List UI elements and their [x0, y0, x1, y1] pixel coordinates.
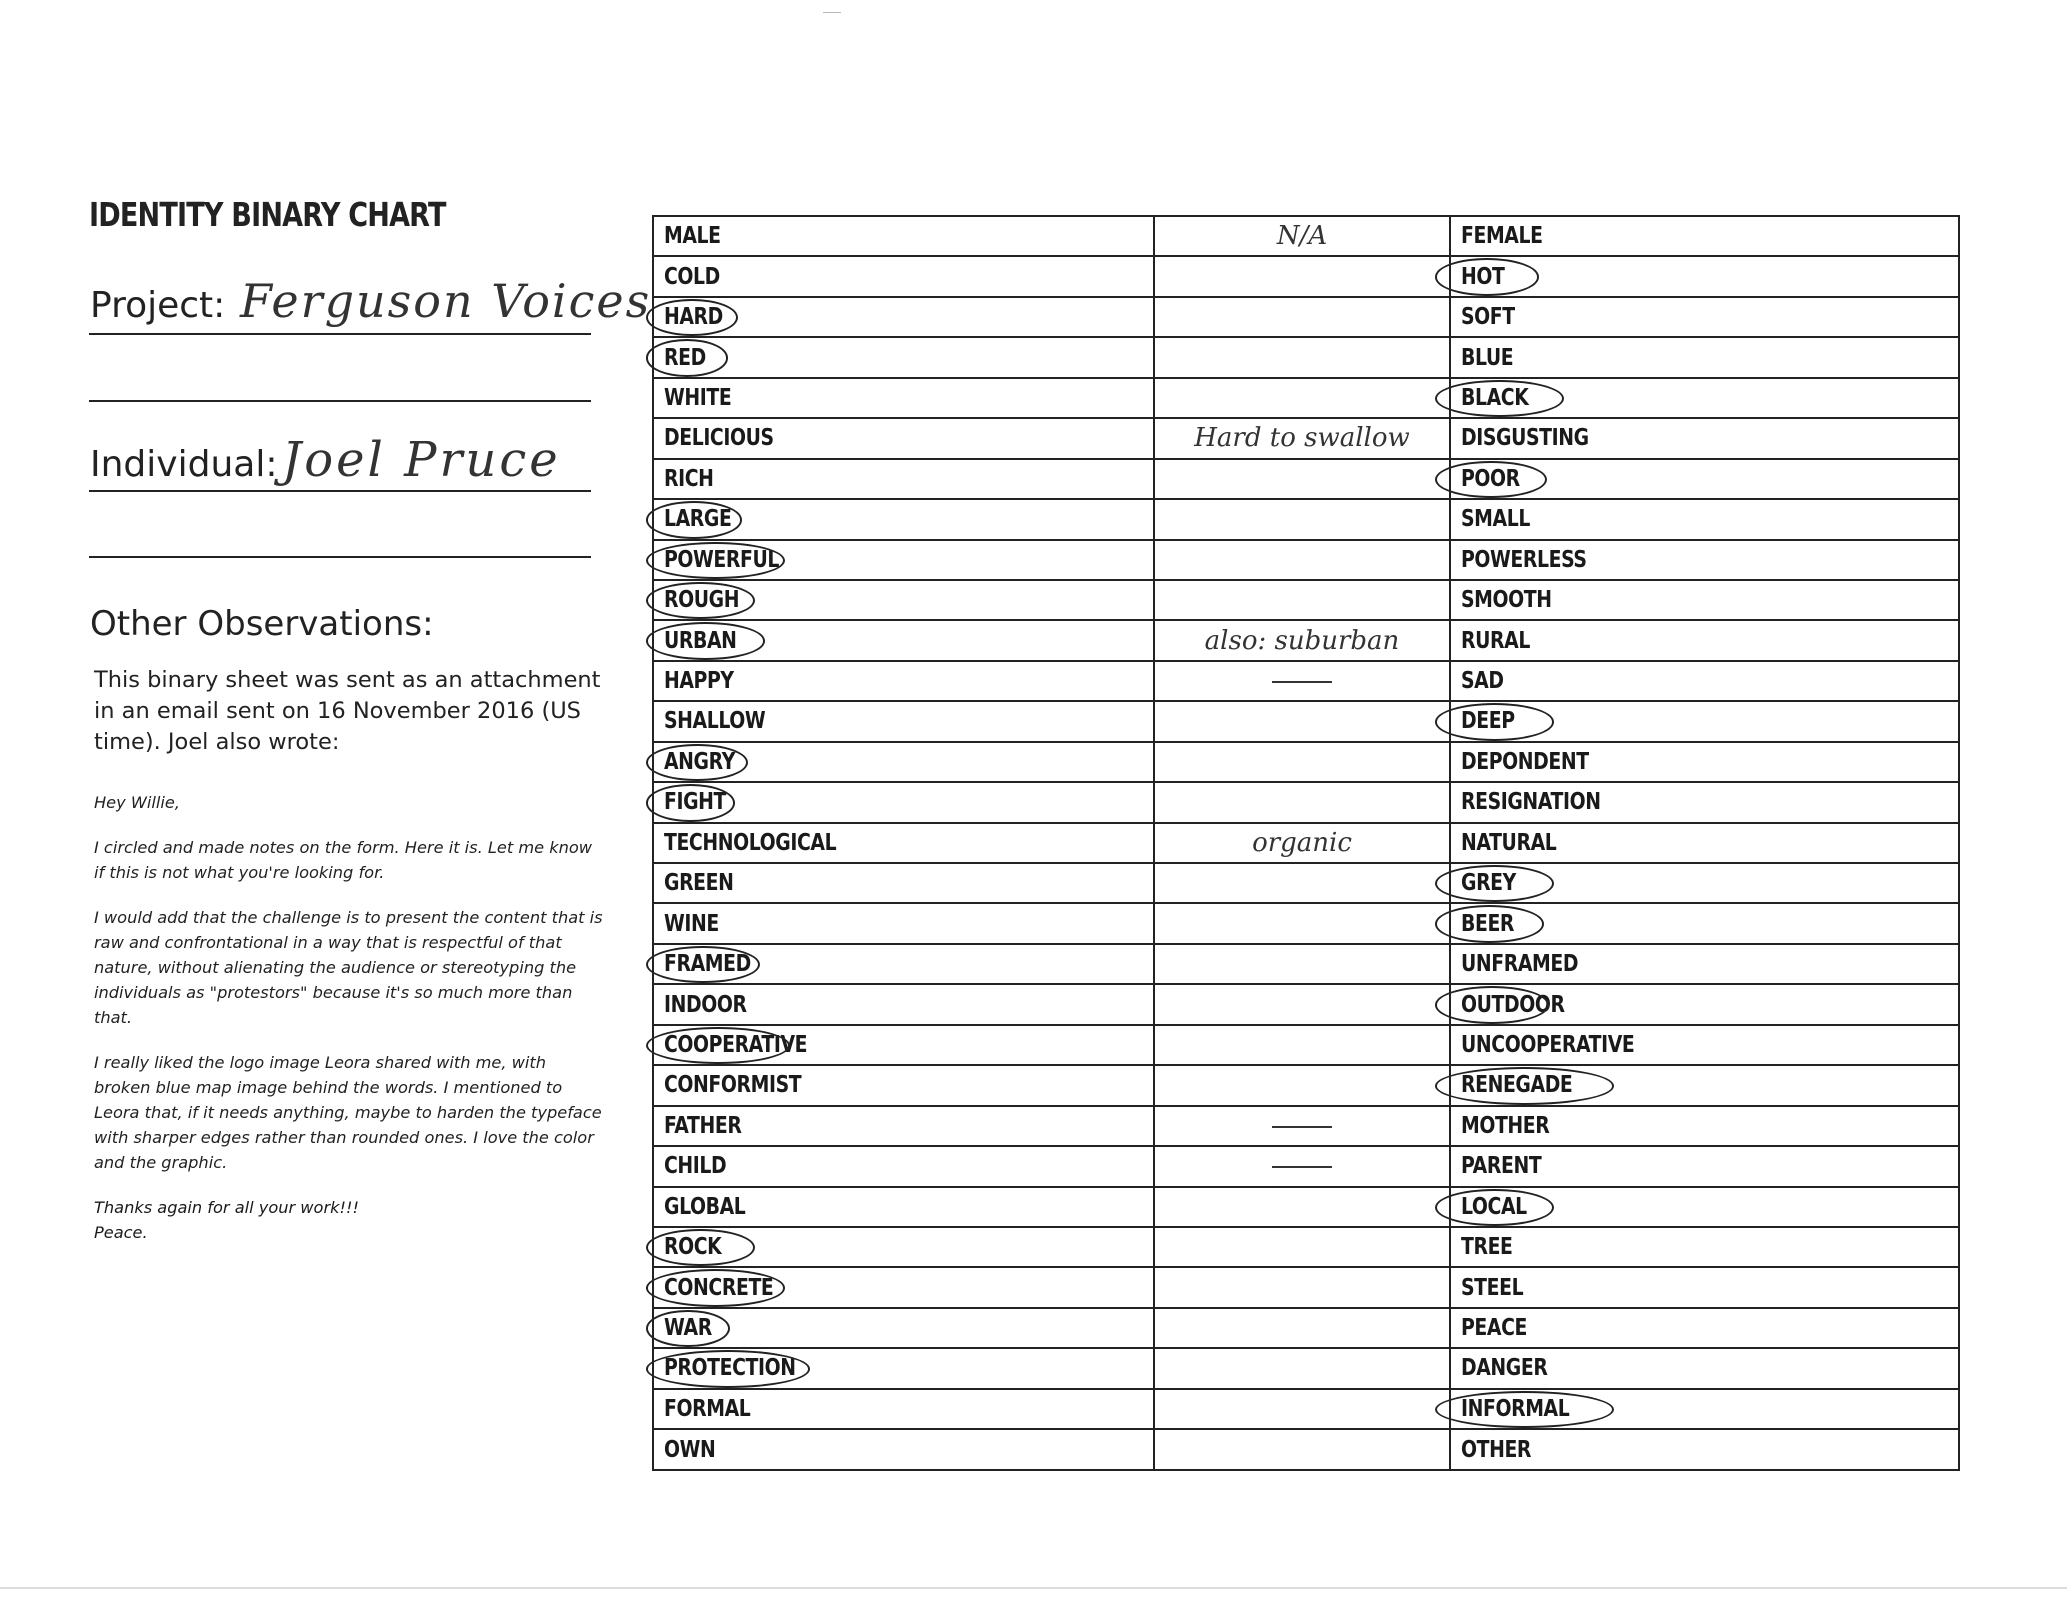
left-term	[653, 1389, 1154, 1429]
individual-line-2	[89, 556, 591, 558]
left-term	[653, 378, 1154, 418]
binary-row	[653, 984, 1959, 1024]
observations-heading: Other Observations:	[90, 604, 434, 644]
note-cell	[1154, 1267, 1450, 1307]
binary-row	[653, 540, 1959, 580]
left-term	[653, 984, 1154, 1024]
right-term-text: TREE	[1461, 1234, 1513, 1261]
note-cell	[1154, 337, 1450, 377]
right-term	[1450, 1429, 1959, 1470]
right-term	[1450, 1227, 1959, 1267]
binary-row	[653, 216, 1959, 256]
left-term-text: HARD	[664, 304, 723, 331]
right-term	[1450, 782, 1959, 822]
left-term-text: INDOOR	[664, 991, 747, 1018]
binary-row	[653, 378, 1959, 418]
left-term-text: ROUGH	[664, 587, 740, 614]
note-cell	[1154, 580, 1450, 620]
left-term	[653, 1429, 1154, 1470]
right-term-text: HOT	[1461, 263, 1505, 290]
hand-dash-mark	[1272, 1166, 1332, 1168]
note-cell	[1154, 418, 1450, 458]
page-edge	[0, 1587, 2067, 1589]
note-cell	[1154, 459, 1450, 499]
binary-row	[653, 1267, 1959, 1307]
left-term-text: URBAN	[664, 627, 737, 654]
note-cell	[1154, 1146, 1450, 1186]
note-cell	[1154, 903, 1450, 943]
right-term-text: INFORMAL	[1461, 1395, 1570, 1422]
email-greeting: Hey Willie,	[94, 793, 180, 812]
right-term-text: OUTDOOR	[1461, 991, 1565, 1018]
binary-row	[653, 1106, 1959, 1146]
binary-row	[653, 782, 1959, 822]
right-term	[1450, 1065, 1959, 1105]
right-term-text: PARENT	[1461, 1153, 1542, 1180]
note-cell	[1154, 256, 1450, 296]
right-term-text: RENEGADE	[1461, 1072, 1573, 1099]
right-term	[1450, 863, 1959, 903]
left-term-text: GREEN	[664, 870, 734, 897]
hand-dash-mark	[1272, 681, 1332, 683]
individual-line	[89, 490, 591, 492]
left-term-text: LARGE	[664, 506, 732, 533]
email-closing: Thanks again for all your work!!!	[94, 1198, 359, 1217]
note-cell	[1154, 1389, 1450, 1429]
left-term-text: FIGHT	[664, 789, 726, 816]
note-cell	[1154, 1429, 1450, 1470]
right-term-text: STEEL	[1461, 1274, 1524, 1301]
left-term	[653, 823, 1154, 863]
right-term-text: BLACK	[1461, 384, 1529, 411]
binary-row	[653, 1065, 1959, 1105]
binary-row	[653, 1308, 1959, 1348]
right-term	[1450, 1106, 1959, 1146]
note-cell	[1154, 661, 1450, 701]
right-term-text: OTHER	[1461, 1436, 1532, 1463]
left-term-text: CONFORMIST	[664, 1072, 802, 1099]
left-term-text: WHITE	[664, 384, 732, 411]
binary-row	[653, 459, 1959, 499]
note-cell	[1154, 378, 1450, 418]
project-label: Project:	[90, 285, 226, 326]
left-term-text: CHILD	[664, 1153, 727, 1180]
binary-row	[653, 1025, 1959, 1065]
right-term	[1450, 1146, 1959, 1186]
left-term-text: RED	[664, 344, 706, 371]
binary-row	[653, 742, 1959, 782]
left-term-text: HAPPY	[664, 668, 734, 695]
project-handwriting: Ferguson Voices	[240, 274, 652, 328]
left-term-text: FORMAL	[664, 1395, 751, 1422]
individual-handwriting: Joel Pruce	[282, 432, 561, 488]
left-term-text: RICH	[664, 465, 714, 492]
note-cell	[1154, 984, 1450, 1024]
left-term-text: WINE	[664, 910, 719, 937]
left-term	[653, 256, 1154, 296]
left-term	[653, 540, 1154, 580]
right-term	[1450, 580, 1959, 620]
right-term	[1450, 540, 1959, 580]
binary-row	[653, 620, 1959, 660]
left-term-text: COOPERATIVE	[664, 1031, 808, 1058]
note-cell	[1154, 863, 1450, 903]
note-cell	[1154, 1187, 1450, 1227]
right-term	[1450, 499, 1959, 539]
left-term	[653, 1065, 1154, 1105]
right-term-text: FEMALE	[1461, 223, 1543, 250]
right-term-text: SAD	[1461, 668, 1504, 695]
right-term	[1450, 823, 1959, 863]
individual-label: Individual:	[90, 444, 278, 485]
note-cell	[1154, 823, 1450, 863]
right-term-text: GREY	[1461, 870, 1516, 897]
binary-row	[653, 1227, 1959, 1267]
note-cell	[1154, 540, 1450, 580]
left-term	[653, 1025, 1154, 1065]
left-term	[653, 1227, 1154, 1267]
right-term	[1450, 661, 1959, 701]
left-term	[653, 337, 1154, 377]
note-cell	[1154, 782, 1450, 822]
email-paragraph: I circled and made notes on the form. Here it is. Let me know if this is not what you're looking for.	[94, 838, 593, 882]
note-cell	[1154, 620, 1450, 660]
left-term	[653, 1267, 1154, 1307]
project-line	[89, 333, 591, 335]
right-term-text: MOTHER	[1461, 1112, 1550, 1139]
left-term	[653, 944, 1154, 984]
email-paragraph: I really liked the logo image Leora shared with me, with broken blue map image behind the words. I mentioned to Leora that, if it needs anything, maybe to harden the typeface with sharper edges rather than rounded ones. I love the color and the graphic.	[94, 1053, 602, 1172]
binary-row	[653, 903, 1959, 943]
right-term	[1450, 216, 1959, 256]
left-term	[653, 580, 1154, 620]
right-term	[1450, 1267, 1959, 1307]
right-term-text: UNCOOPERATIVE	[1461, 1031, 1635, 1058]
right-term-text: RESIGNATION	[1461, 789, 1601, 816]
binary-row	[653, 297, 1959, 337]
handwritten-note: also: suburban	[1204, 625, 1400, 656]
left-term	[653, 1106, 1154, 1146]
right-term-text: UNFRAMED	[1461, 951, 1579, 978]
right-term-text: PEACE	[1461, 1315, 1527, 1342]
note-cell	[1154, 1227, 1450, 1267]
left-term-text: SHALLOW	[664, 708, 766, 735]
right-term	[1450, 620, 1959, 660]
handwritten-note: organic	[1252, 827, 1352, 858]
note-cell	[1154, 742, 1450, 782]
binary-row	[653, 823, 1959, 863]
left-term-text: POWERFUL	[664, 546, 780, 573]
right-term	[1450, 1348, 1959, 1388]
note-cell	[1154, 1106, 1450, 1146]
right-term-text: SMALL	[1461, 506, 1530, 533]
right-term-text: DISGUSTING	[1461, 425, 1589, 452]
right-term-text: DEEP	[1461, 708, 1515, 735]
right-term	[1450, 378, 1959, 418]
binary-row	[653, 1429, 1959, 1470]
chart-title: IDENTITY BINARY CHART	[89, 195, 446, 234]
left-term	[653, 1348, 1154, 1388]
right-term	[1450, 459, 1959, 499]
right-term-text: SMOOTH	[1461, 587, 1552, 614]
right-term	[1450, 1389, 1959, 1429]
binary-row	[653, 499, 1959, 539]
note-cell	[1154, 297, 1450, 337]
left-term	[653, 418, 1154, 458]
right-term-text: NATURAL	[1461, 829, 1557, 856]
left-term-text: DELICIOUS	[664, 425, 774, 452]
left-term	[653, 903, 1154, 943]
project-line-2	[89, 400, 591, 402]
right-term	[1450, 418, 1959, 458]
right-term-text: RURAL	[1461, 627, 1530, 654]
right-term	[1450, 256, 1959, 296]
right-term-text: DEPONDENT	[1461, 748, 1589, 775]
left-term-text: PROTECTION	[664, 1355, 796, 1382]
binary-row	[653, 256, 1959, 296]
binary-row	[653, 661, 1959, 701]
left-term-text: FATHER	[664, 1112, 742, 1139]
scan-mark	[823, 12, 841, 13]
binary-row	[653, 1187, 1959, 1227]
note-cell	[1154, 216, 1450, 256]
right-term	[1450, 944, 1959, 984]
note-cell	[1154, 701, 1450, 741]
left-term	[653, 1187, 1154, 1227]
binary-row	[653, 1389, 1959, 1429]
right-term-text: POWERLESS	[1461, 546, 1587, 573]
note-cell	[1154, 944, 1450, 984]
left-term-text: CONCRETE	[664, 1274, 774, 1301]
left-term-text: COLD	[664, 263, 720, 290]
handwritten-note: N/A	[1276, 221, 1328, 252]
left-term-text: OWN	[664, 1436, 716, 1463]
email-excerpt	[94, 790, 606, 1245]
binary-chart-table	[652, 215, 1960, 1471]
left-term	[653, 620, 1154, 660]
right-term	[1450, 1187, 1959, 1227]
binary-row	[653, 863, 1959, 903]
right-term-text: DANGER	[1461, 1355, 1548, 1382]
email-paragraph: I would add that the challenge is to present the content that is raw and confrontational in a way that is respectful of that nature, without alienating the audience or stereotyping the individuals as "protestors" because it's so much more than that.	[94, 908, 603, 1027]
observations-text: This binary sheet was sent as an attachment in an email sent on 16 November 2016 (US time). Joel also wrote:	[94, 667, 601, 755]
left-term	[653, 863, 1154, 903]
left-term-text: TECHNOLOGICAL	[664, 829, 837, 856]
left-term	[653, 782, 1154, 822]
right-term-text: BEER	[1461, 910, 1515, 937]
left-term-text: GLOBAL	[664, 1193, 746, 1220]
left-term	[653, 1308, 1154, 1348]
left-term	[653, 459, 1154, 499]
note-cell	[1154, 1025, 1450, 1065]
binary-row	[653, 418, 1959, 458]
right-term	[1450, 337, 1959, 377]
right-term	[1450, 1025, 1959, 1065]
left-term	[653, 701, 1154, 741]
left-term-text: WAR	[664, 1315, 712, 1342]
binary-row	[653, 701, 1959, 741]
email-signoff: Peace.	[94, 1223, 148, 1242]
right-term-text: LOCAL	[1461, 1193, 1527, 1220]
handwritten-note: Hard to swallow	[1194, 423, 1410, 454]
left-term	[653, 216, 1154, 256]
right-term	[1450, 742, 1959, 782]
binary-row	[653, 1348, 1959, 1388]
left-term	[653, 297, 1154, 337]
binary-row	[653, 337, 1959, 377]
right-term	[1450, 701, 1959, 741]
note-cell	[1154, 1348, 1450, 1388]
left-term-text: FRAMED	[664, 951, 751, 978]
left-term	[653, 1146, 1154, 1186]
left-term-text: MALE	[664, 223, 721, 250]
note-cell	[1154, 499, 1450, 539]
right-term	[1450, 1308, 1959, 1348]
left-term	[653, 742, 1154, 782]
binary-row	[653, 580, 1959, 620]
right-term-text: BLUE	[1461, 344, 1514, 371]
binary-row	[653, 1146, 1959, 1186]
right-term	[1450, 903, 1959, 943]
right-term-text: POOR	[1461, 465, 1520, 492]
binary-row	[653, 944, 1959, 984]
note-cell	[1154, 1308, 1450, 1348]
left-term	[653, 499, 1154, 539]
hand-dash-mark	[1272, 1126, 1332, 1128]
note-cell	[1154, 1065, 1450, 1105]
left-term-text: ROCK	[664, 1234, 722, 1261]
left-term	[653, 661, 1154, 701]
left-term-text: ANGRY	[664, 748, 735, 775]
right-term	[1450, 984, 1959, 1024]
right-term	[1450, 297, 1959, 337]
right-term-text: SOFT	[1461, 304, 1515, 331]
